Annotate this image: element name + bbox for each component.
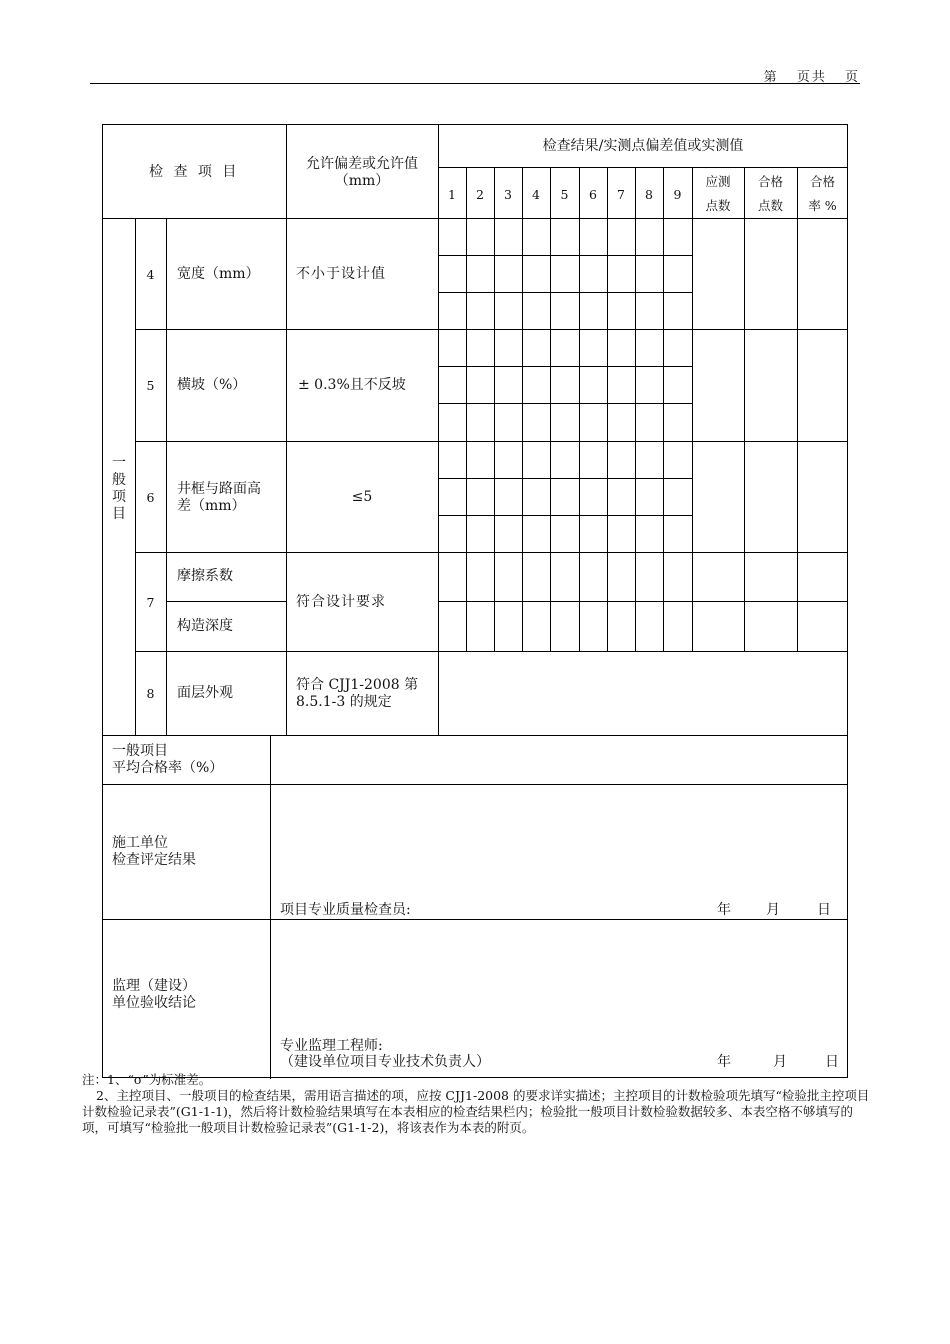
divider bbox=[166, 601, 286, 602]
divider bbox=[103, 784, 848, 785]
row-4-no: 4 bbox=[146, 267, 155, 282]
divider bbox=[635, 167, 636, 651]
col-8: 8 bbox=[645, 187, 653, 202]
divider bbox=[744, 167, 745, 651]
divider bbox=[135, 218, 136, 735]
row-5-tolerance: ± 0.3%且不反坡 bbox=[298, 377, 406, 393]
row-7-name-texture: 构造深度 bbox=[177, 618, 233, 634]
divider bbox=[135, 651, 848, 652]
col-5: 5 bbox=[560, 187, 569, 202]
row-8-tolerance-line2: 8.5.1-3 的规定 bbox=[296, 694, 392, 710]
col-7: 7 bbox=[617, 187, 625, 202]
row-5-no: 5 bbox=[146, 378, 155, 393]
row-7-tolerance: 符合设计要求 bbox=[296, 594, 386, 610]
row-8-name: 面层外观 bbox=[177, 685, 233, 701]
pass-points-header-2: 点数 bbox=[757, 198, 783, 213]
divider bbox=[438, 366, 692, 367]
row-4-tolerance: 不小于设计值 bbox=[296, 266, 386, 282]
divider bbox=[438, 478, 692, 479]
row-7-no: 7 bbox=[146, 595, 155, 610]
divider bbox=[438, 403, 692, 404]
row-4-name: 宽度（mm） bbox=[177, 266, 260, 282]
page-label-di: 第 bbox=[763, 70, 779, 85]
divider bbox=[135, 441, 848, 442]
row-6-name-line2: 差（mm） bbox=[177, 498, 246, 514]
row-8-no: 8 bbox=[146, 686, 155, 701]
divider bbox=[135, 329, 848, 330]
should-points-header-1: 应测 bbox=[705, 174, 731, 189]
notes bbox=[82, 1072, 872, 1136]
owner-tech-lead-label: （建设单位项目专业技术负责人） bbox=[280, 1054, 490, 1070]
divider bbox=[550, 167, 551, 651]
col-2: 2 bbox=[476, 187, 484, 202]
divider bbox=[692, 167, 693, 651]
divider bbox=[103, 735, 848, 736]
col-6: 6 bbox=[589, 187, 597, 202]
row-8-tolerance-line1: 符合 CJJ1-2008 第 bbox=[296, 677, 419, 693]
construction-label-line1: 施工单位 bbox=[112, 835, 168, 851]
divider bbox=[438, 601, 848, 602]
divider bbox=[438, 515, 692, 516]
tolerance-unit: （mm） bbox=[334, 173, 390, 189]
supervision-day: 日 bbox=[825, 1054, 839, 1070]
page-label-ye-gong: 页共 bbox=[796, 70, 827, 85]
divider bbox=[438, 255, 692, 256]
col-1: 1 bbox=[448, 187, 456, 202]
col-9: 9 bbox=[673, 187, 682, 202]
pass-rate-header-1: 合格 bbox=[809, 174, 835, 189]
page-label-ye: 页 bbox=[844, 70, 860, 85]
col-4: 4 bbox=[532, 187, 540, 202]
pass-points-header-1: 合格 bbox=[757, 174, 783, 189]
inspection-form bbox=[102, 124, 848, 1078]
divider bbox=[663, 167, 664, 651]
divider bbox=[494, 167, 495, 651]
supervising-engineer-label: 专业监理工程师: bbox=[280, 1038, 383, 1054]
divider bbox=[438, 167, 848, 168]
divider bbox=[438, 125, 439, 735]
avg-rate-label-line1: 一般项目 bbox=[112, 743, 168, 759]
row-5-name: 横坡（%） bbox=[177, 377, 247, 393]
supervision-year: 年 bbox=[717, 1054, 731, 1070]
divider bbox=[466, 167, 467, 651]
supervision-label-line2: 单位验收结论 bbox=[112, 995, 196, 1011]
divider bbox=[522, 167, 523, 651]
divider bbox=[270, 735, 271, 1079]
general-items-label: 一般项目 bbox=[112, 455, 126, 522]
results-header: 检查结果/实测点偏差值或实测值 bbox=[542, 138, 744, 154]
construction-day: 日 bbox=[817, 902, 831, 918]
divider bbox=[607, 167, 608, 651]
row-6-name-line1: 井框与路面高 bbox=[177, 481, 261, 497]
supervision-label-line1: 监理（建设） bbox=[112, 978, 196, 994]
row-6-no: 6 bbox=[146, 490, 155, 505]
quality-inspector-label: 项目专业质量检查员: bbox=[280, 902, 411, 918]
divider bbox=[166, 218, 167, 735]
divider bbox=[438, 292, 692, 293]
construction-year: 年 bbox=[717, 902, 731, 918]
supervision-month: 月 bbox=[773, 1054, 787, 1070]
header-rule bbox=[90, 83, 860, 84]
divider bbox=[103, 919, 848, 920]
pass-rate-header-2: 率 % bbox=[808, 198, 837, 213]
note-1: 注：1、“σ”为标准差。 bbox=[82, 1072, 212, 1087]
col-3: 3 bbox=[504, 187, 512, 202]
divider bbox=[135, 552, 848, 553]
should-points-header-2: 点数 bbox=[705, 198, 731, 213]
divider bbox=[286, 125, 287, 735]
note-2: 2、主控项目、一般项目的检查结果，需用语言描述的项，应按 CJJ1-2008 的要求详实描述；主控项目的计数检验项先填写“检验批主控项目计数检验记录表”(G1-1-1)，然后将计数检验结果填写在本表相应的检查结果栏内；检验批一般项目计数检验数据较多、本表空格不够填写的项，可填写“检验批一般项目计数检验记录表”(G1-1-2)，将该表作为本表的附页。 bbox=[82, 1088, 870, 1135]
construction-label-line2: 检查评定结果 bbox=[112, 852, 196, 868]
divider bbox=[579, 167, 580, 651]
divider bbox=[797, 167, 798, 651]
construction-month: 月 bbox=[766, 902, 780, 918]
item-header: 检 查 项 目 bbox=[149, 164, 240, 180]
tolerance-header: 允许偏差或允许值 bbox=[306, 156, 418, 172]
row-7-name-friction: 摩擦系数 bbox=[177, 568, 233, 584]
avg-rate-label-line2: 平均合格率（%） bbox=[112, 760, 224, 776]
row-6-tolerance: ≤5 bbox=[351, 489, 373, 505]
